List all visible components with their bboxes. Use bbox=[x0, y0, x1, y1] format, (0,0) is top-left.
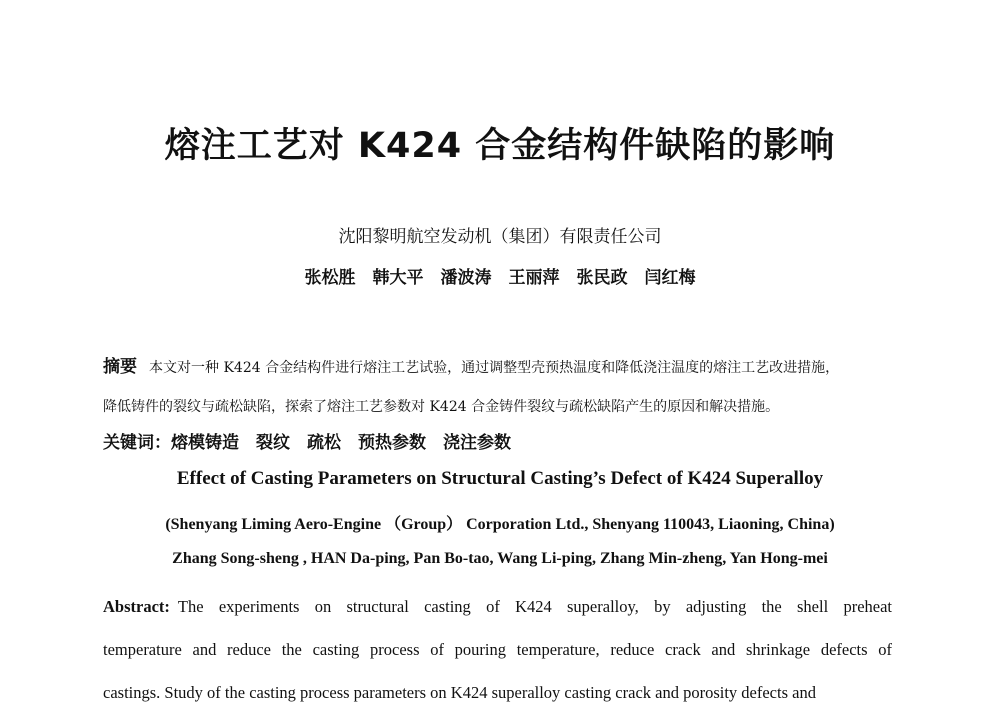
keywords-cn: 关键词：熔模铸造 裂纹 疏松 预热参数 浇注参数 bbox=[103, 433, 511, 453]
abstract-en-line-2: temperature and reduce the casting process of pouring temperature, reduce crack and shrinkage defects of bbox=[103, 640, 892, 659]
abstract-cn-text-1: 本文对一种 K424 合金结构件进行熔注工艺试验，通过调整型壳预热温度和降低浇注温度的熔注工艺改进措施， bbox=[149, 360, 840, 376]
abstract-cn-line-1 bbox=[103, 352, 839, 377]
abstract-cn-label: 摘要 bbox=[103, 357, 137, 377]
abstract-cn-line-2: 降低铸件的裂纹与疏松缺陷，探索了熔注工艺参数对 K424 合金铸件裂纹与疏松缺陷产生的原因和解决措施。 bbox=[103, 399, 780, 415]
abstract-en-text-1: The experiments on structural casting of K424 superalloy, by adjusting the shell preheat bbox=[177, 597, 892, 616]
authors-en: Zhang Song-sheng , HAN Da-ping, Pan Bo-tao, Wang Li-ping, Zhang Min-zheng, Yan Hong-mei bbox=[172, 550, 828, 567]
paper-title-en: Effect of Casting Parameters on Structural Casting’s Defect of K424 Superalloy bbox=[176, 468, 824, 489]
abstract-en-line-3: castings. Study of the casting process parameters on K424 superalloy casting crack and porosity defects and bbox=[103, 683, 816, 702]
paper-title-cn: 熔注工艺对 K424 合金结构件缺陷的影响 bbox=[164, 126, 836, 166]
affiliation-en: (Shenyang Liming Aero-Engine （Group） Corporation Ltd., Shenyang 110043, Liaoning, China) bbox=[165, 516, 835, 533]
abstract-en-label: Abstract: bbox=[103, 597, 170, 616]
authors-cn: 张松胜 韩大平 潘波涛 王丽萍 张民政 闫红梅 bbox=[304, 268, 696, 288]
affiliation-cn: 沈阳黎明航空发动机（集团）有限责任公司 bbox=[338, 227, 662, 247]
abstract-en-line-1 bbox=[103, 597, 892, 617]
